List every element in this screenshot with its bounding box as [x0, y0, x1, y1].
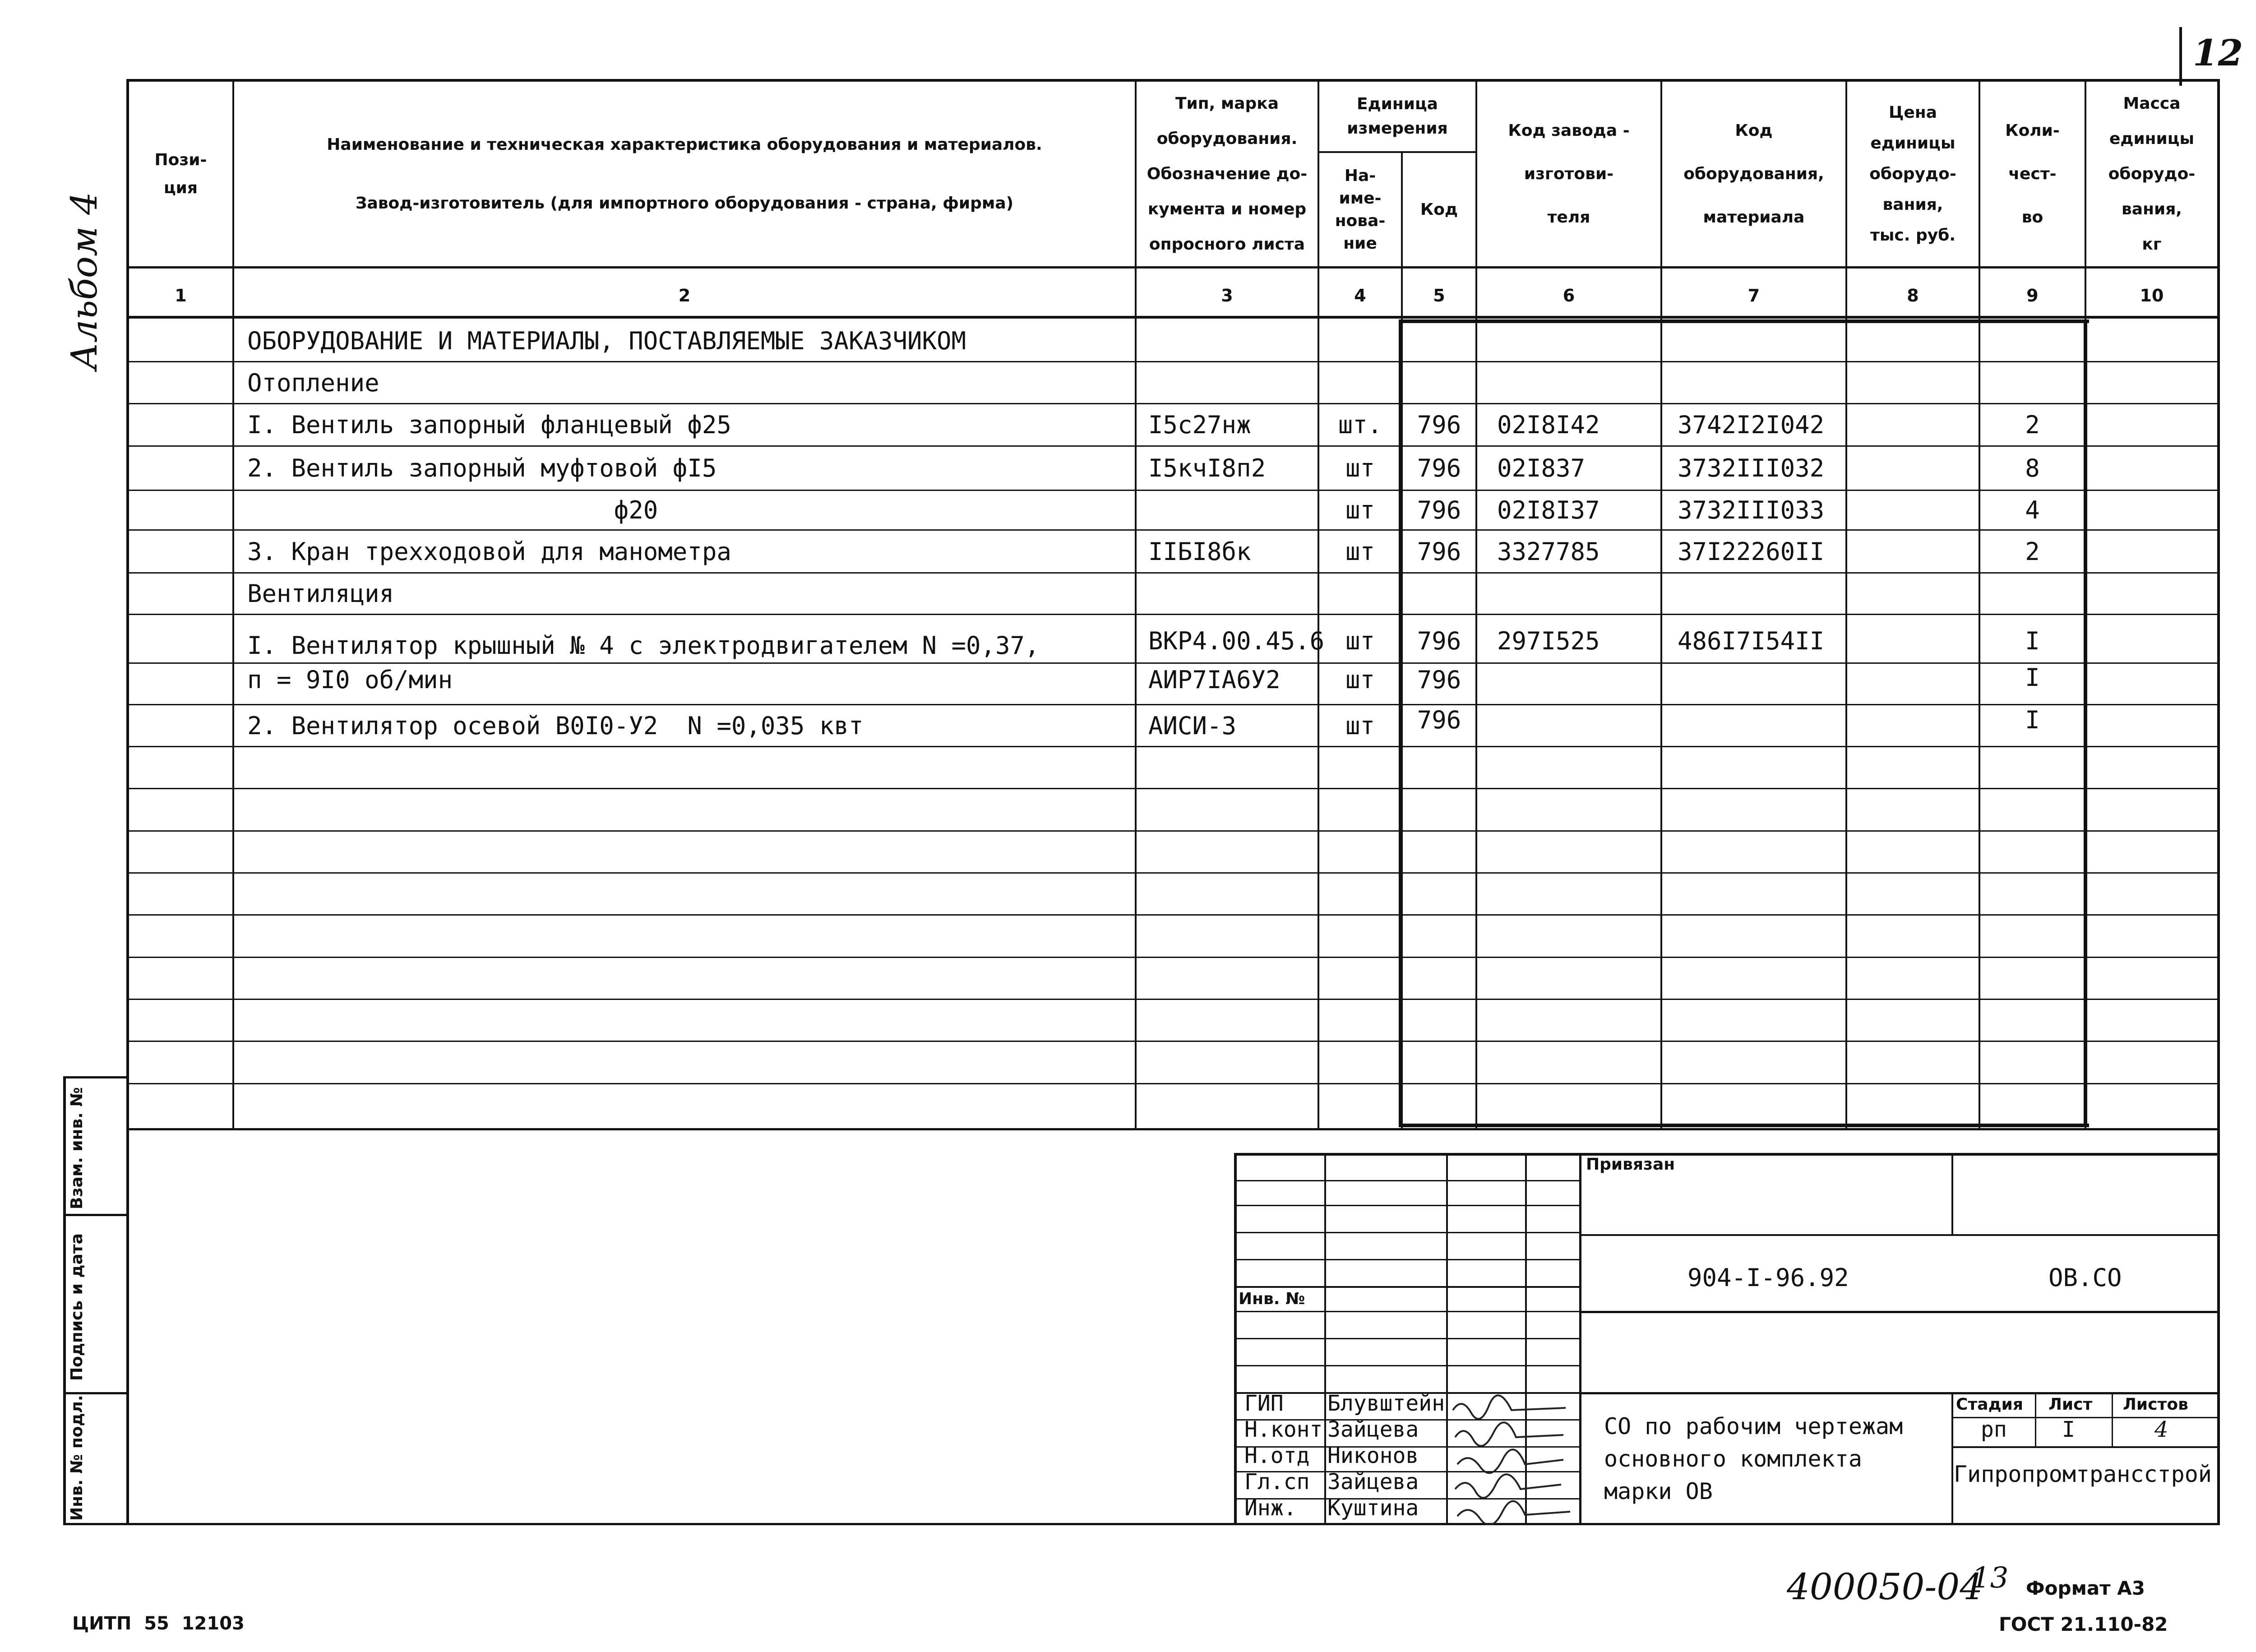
row-unit: шт: [1345, 626, 1375, 655]
person-name: Куштина: [1327, 1495, 1419, 1521]
row-type: АИР7IА6У2: [1148, 665, 1281, 694]
header-unit-name: На- име- нова- ние: [1335, 166, 1386, 253]
sheets-value: 4: [2154, 1417, 2168, 1442]
row-name: ОБОРУДОВАНИЕ И МАТЕРИАЛЫ, ПОСТАВЛЯЕМЫЕ ЗАКАЗЧИКОМ: [247, 326, 966, 355]
column-number: 3: [1221, 286, 1233, 305]
row-name: 2. Вентиль запорный муфтовой фI5: [247, 454, 717, 482]
handwritten-number: 13: [1972, 1561, 2009, 1595]
person-name: Блувштейн: [1327, 1391, 1445, 1416]
header-name: Наименование и техническая характеристика оборудования и материалов. Завод-изготовитель (для импортного оборудования - страна, фирма): [327, 135, 1042, 213]
page-number: 12: [2193, 32, 2243, 74]
role-label: ГИП: [1244, 1391, 1284, 1416]
row-quantity: I: [2025, 663, 2040, 692]
role-label: Гл.сп: [1244, 1469, 1310, 1495]
header-quantity: Коли- чест- во: [2005, 121, 2060, 227]
row-equipment-code: 486I7I54II: [1678, 626, 1825, 655]
row-unit: шт: [1345, 665, 1375, 694]
header-type-mark: Тип, марка оборудования. Обозначение до- кумента и номер опросного листа: [1146, 94, 1308, 254]
row-factory-code: 297I525: [1497, 626, 1600, 655]
row-quantity: 2: [2025, 411, 2040, 439]
column-number: 5: [1433, 286, 1445, 305]
sheet-value: I: [2062, 1417, 2075, 1442]
person-name: Никонов: [1327, 1443, 1419, 1468]
signature-marks: [1448, 1392, 1579, 1525]
document-description: СО по рабочим чертежам основного комплекта марки ОВ: [1604, 1413, 1903, 1504]
row-factory-code: 02I8I37: [1497, 496, 1600, 524]
header-price: Цена единицы оборудо- вания, тыс. руб.: [1869, 103, 1956, 245]
header-equipment-code: Код оборудования, материала: [1683, 121, 1824, 227]
row-name: ф20: [247, 496, 658, 524]
row-name: 2. Вентилятор осевой В0I0-У2 N =0,035 квт: [247, 711, 864, 740]
side-label-original-inv: Инв. № подл.: [68, 1395, 86, 1521]
title-bound-label: Привязан: [1586, 1155, 1675, 1174]
row-quantity: 4: [2025, 496, 2040, 524]
row-type: ВКР4.00.45.6: [1148, 626, 1325, 655]
row-unit: шт: [1345, 496, 1375, 524]
row-quantity: 8: [2025, 454, 2040, 482]
header-unit-code: Код: [1420, 200, 1458, 219]
row-factory-code: 02I8I42: [1497, 411, 1600, 439]
row-unit-code: 796: [1417, 496, 1461, 524]
row-type: I5кчI8п2: [1148, 454, 1266, 482]
person-name: Зайцева: [1327, 1417, 1419, 1442]
row-unit: шт.: [1338, 411, 1382, 439]
header-factory-code: Код завода - изготови- теля: [1508, 121, 1630, 227]
row-unit: шт: [1345, 537, 1375, 566]
format-label: Формат А3: [2026, 1577, 2145, 1599]
role-label: Инж.: [1244, 1495, 1297, 1521]
row-unit-code: 796: [1417, 705, 1461, 734]
role-label: Н.конт: [1244, 1417, 1323, 1442]
row-name: 3. Кран трехходовой для манометра: [247, 537, 731, 566]
row-factory-code: 02I837: [1497, 454, 1586, 482]
column-number: 2: [678, 286, 691, 305]
handwritten-code: 400050-04: [1787, 1566, 1983, 1608]
row-equipment-code: 3742I2I042: [1678, 411, 1825, 439]
row-unit-code: 796: [1417, 537, 1461, 566]
row-factory-code: 3327785: [1497, 537, 1600, 566]
row-unit-code: 796: [1417, 411, 1461, 439]
album-label: Альбом 4: [63, 192, 105, 370]
side-label-signature-date: Подпись и дата: [68, 1233, 86, 1381]
column-number: 1: [175, 286, 187, 305]
row-unit-code: 796: [1417, 665, 1461, 694]
row-name: п = 9I0 об/мин: [247, 665, 453, 694]
person-name: Зайцева: [1327, 1469, 1419, 1495]
row-type: IIБI8бк: [1148, 537, 1251, 566]
row-quantity: I: [2025, 626, 2040, 655]
row-equipment-code: 37I22260II: [1678, 537, 1825, 566]
row-quantity: 2: [2025, 537, 2040, 566]
row-unit-code: 796: [1417, 454, 1461, 482]
sheet-label: Лист: [2048, 1395, 2093, 1414]
header-unit: Единица измерения: [1347, 95, 1448, 138]
stage-label: Стадия: [1956, 1395, 2023, 1414]
row-type: АИСИ-3: [1148, 711, 1237, 740]
gost-label: ГОСТ 21.110-82: [1999, 1613, 2168, 1635]
row-name: Вентиляция: [247, 579, 394, 608]
stage-value: рп: [1981, 1417, 2007, 1442]
column-number: 6: [1563, 286, 1575, 305]
column-number: 10: [2140, 286, 2164, 305]
row-quantity: I: [2025, 705, 2040, 734]
document-code: 904-I-96.92: [1687, 1263, 1849, 1292]
title-inv-label: Инв. №: [1239, 1290, 1305, 1308]
row-unit: шт: [1345, 454, 1375, 482]
column-number: 8: [1907, 286, 1919, 305]
side-label-replacement-inv: Взам. инв. №: [68, 1087, 86, 1209]
column-number: 9: [2026, 286, 2039, 305]
row-name: Отопление: [247, 368, 379, 397]
row-unit: шт: [1345, 711, 1375, 740]
column-number: 7: [1747, 286, 1760, 305]
column-number: 4: [1354, 286, 1366, 305]
organization-name: Гипропромтрансстрой: [1954, 1461, 2212, 1487]
row-name: I. Вентиль запорный фланцевый ф25: [247, 411, 731, 439]
row-equipment-code: 3732III033: [1678, 496, 1825, 524]
row-unit-code: 796: [1417, 626, 1461, 655]
citp-label: ЦИТП 55 12103: [72, 1613, 245, 1634]
role-label: Н.отд: [1244, 1443, 1310, 1468]
row-name: I. Вентилятор крышный № 4 с электродвигателем N =0,37,: [247, 631, 1040, 660]
document-mark: ОВ.СО: [2048, 1263, 2122, 1292]
header-position: Пози- ция: [154, 150, 207, 197]
row-equipment-code: 3732III032: [1678, 454, 1825, 482]
header-mass: Масса единицы оборудо- вания, кг: [2108, 94, 2196, 254]
sheets-label: Листов: [2123, 1395, 2188, 1414]
row-type: I5с27нж: [1148, 411, 1251, 439]
